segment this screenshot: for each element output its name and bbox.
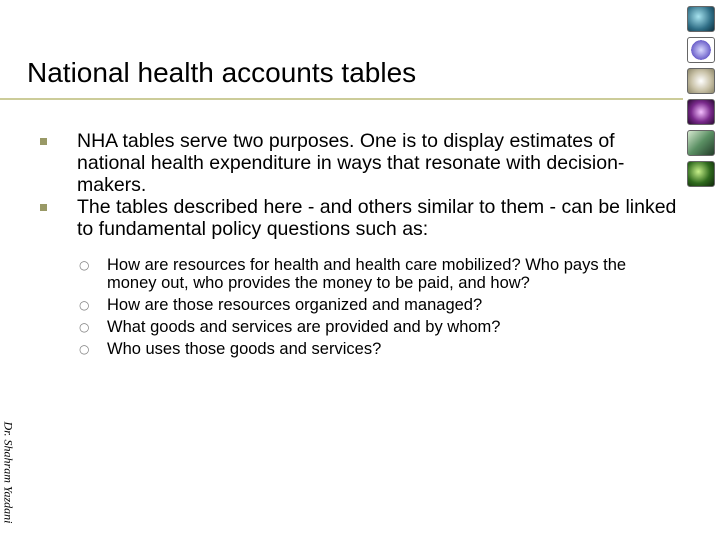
microscope-thumbnail-icon (687, 130, 715, 156)
square-bullet-icon (40, 204, 47, 211)
sub-bullet-text: How are those resources organized and managed? (107, 296, 483, 314)
sub-bullet-text: What goods and services are provided and by whom? (107, 318, 501, 336)
slide-body (40, 130, 680, 362)
bullet-item (40, 196, 680, 240)
circle-bullet-icon: ○ (79, 342, 90, 356)
sub-bullet-text: How are resources for health and health care mobilized? Who pays the money out, who provides the money to be paid, and how? (107, 256, 627, 292)
bullet-item (40, 130, 680, 196)
sub-bullet-text: Who uses those goods and services? (107, 340, 382, 358)
cells-thumbnail-icon (687, 68, 715, 94)
sub-bullet-item (40, 296, 680, 314)
decorative-thumbnail-strip (685, 6, 715, 192)
slide-title: National health accounts tables (27, 57, 417, 88)
circle-bullet-icon: ○ (79, 258, 90, 272)
green-organism-thumbnail-icon (687, 161, 715, 187)
molecule-thumbnail-icon (687, 37, 715, 63)
sub-bullet-list (40, 256, 680, 358)
bullet-text: The tables described here - and others similar to them - can be linked to fundamental policy questions such as: (77, 196, 677, 240)
circle-bullet-icon: ○ (79, 320, 90, 334)
circle-bullet-icon: ○ (79, 298, 90, 312)
square-bullet-icon (40, 138, 47, 145)
sub-bullet-item (40, 318, 680, 336)
purple-cell-thumbnail-icon (687, 99, 715, 125)
globe-thumbnail-icon (687, 6, 715, 32)
title-divider (0, 98, 683, 100)
sub-bullet-item (40, 256, 680, 292)
sub-bullet-item (40, 340, 680, 358)
bullet-text: NHA tables serve two purposes. One is to display estimates of national health expenditure in ways that resonate with decision-makers. (77, 130, 625, 196)
author-credit: Dr. Shahram Yazdani (1, 421, 16, 524)
